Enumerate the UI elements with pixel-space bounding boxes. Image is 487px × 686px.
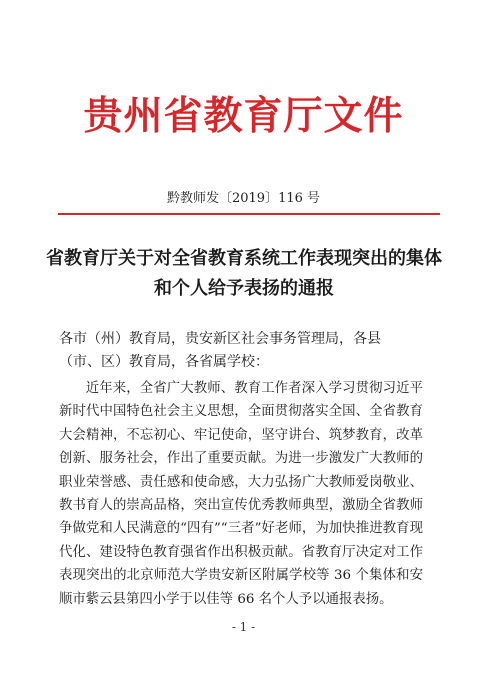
recipients-line: 各市（州）教育局，贵安新区社会事务管理局，各县（市、区）教育局，各省属学校： xyxy=(59,331,381,370)
agency-header-title: 贵州省教育厅文件 xyxy=(83,93,404,139)
page-number: - 1 - xyxy=(231,620,256,634)
body-paragraph: 近年来，全省广大教师、教育工作者深入学习贯彻习近平新时代中国特色社会主义思想，全面贯彻落实全国、全省教育大会精神，不忘初心、牢记使命，坚守讲台、筑梦教育，改革创新、服务社会，作出了重要贡献。为进一步激发广大教师的职业荣誉感、责任感和使命感，大力弘扬广大教师爱岗敬业、教书育人的崇高品格，突出宣传优秀教师典型，激励全省教师争做党和人民满意的“四有”“三者”好老师，为加快推进教育现代化、建设特色教育强省作出积极贡献。省教育厅决定对工作表现突出的北京师范大学贵安新区附属学校等 36 个集体和安顺市紫云县第四小学于以佳等 66 名个人予以通报表扬。 xyxy=(59,381,423,607)
red-divider-line xyxy=(58,213,440,215)
document-title: 省教育厅关于对全省教育系统工作表现突出的集体和个人给予表扬的通报 xyxy=(46,248,442,299)
document-number: 黔教师发〔2019〕116 号 xyxy=(166,191,321,206)
